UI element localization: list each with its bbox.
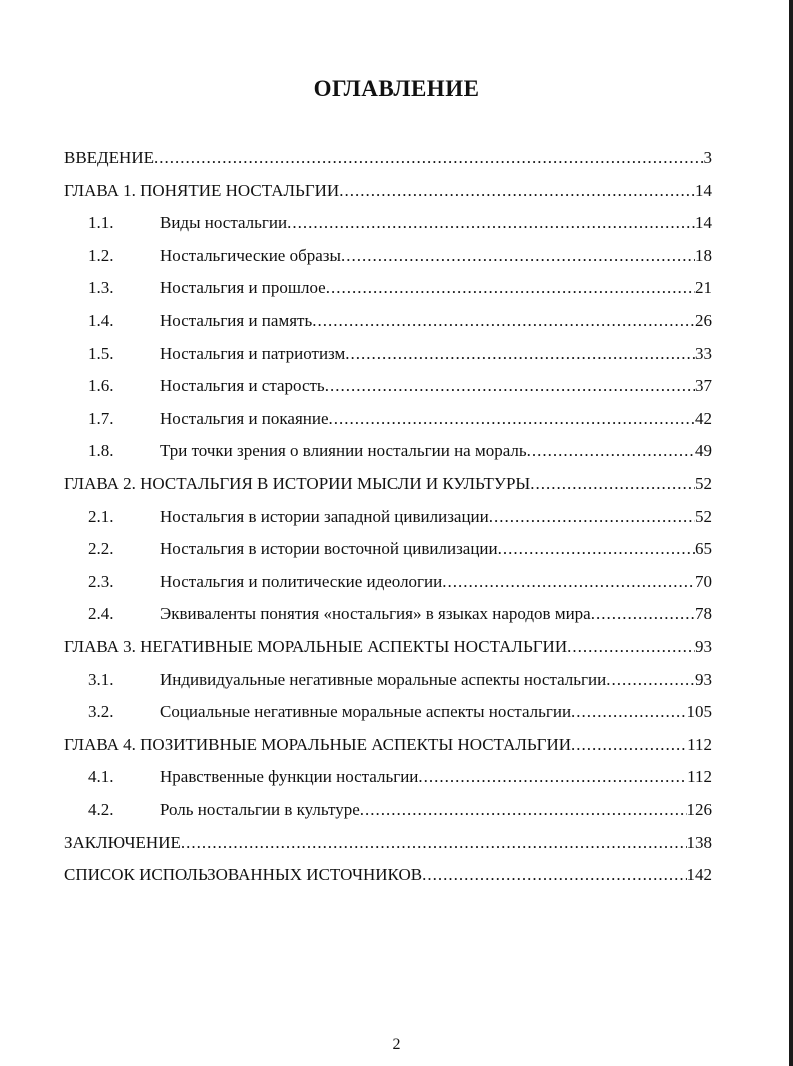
toc-page-number: 105 <box>686 702 712 722</box>
toc-section-number: 1.2. <box>88 245 114 265</box>
toc-leader-dots <box>418 765 687 789</box>
toc-entry-title: Ностальгия и память <box>160 311 313 330</box>
toc-section-entry[interactable] <box>88 244 712 268</box>
toc-section-entry[interactable] <box>88 439 712 463</box>
toc-chapter-entry[interactable] <box>64 635 712 659</box>
toc-section-number: 1.7. <box>88 408 114 428</box>
toc-page-number: 112 <box>687 734 712 754</box>
toc-section-entry[interactable] <box>88 537 712 561</box>
toc-entry-title: Нравственные функции ностальгии <box>160 767 419 787</box>
toc-leader-dots <box>571 700 686 724</box>
toc-page-number: 3 <box>703 148 712 167</box>
page-edge <box>789 0 793 1066</box>
toc-entry-title: Ностальгия в истории западной цивилизации <box>160 506 489 526</box>
toc-chapter-entry[interactable] <box>64 831 712 855</box>
toc-section-number: 1.4. <box>88 311 114 330</box>
toc-leader-dots <box>489 505 695 529</box>
toc-entry-title: ГЛАВА 1. ПОНЯТИЕ НОСТАЛЬГИИ <box>64 180 340 200</box>
toc-section-entry[interactable] <box>88 342 712 366</box>
toc-section-number: 2.4. <box>88 604 114 624</box>
toc-page-number: 49 <box>695 441 712 461</box>
toc-section-number: 2.2. <box>88 539 114 559</box>
toc-entry-title: ГЛАВА 4. ПОЗИТИВНЫЕ МОРАЛЬНЫЕ АСПЕКТЫ НОСТАЛЬГИИ <box>64 734 572 754</box>
toc-section-number: 4.1. <box>88 767 114 787</box>
toc-entry-title: ВВЕДЕНИЕ <box>64 148 154 167</box>
toc-page-number: 138 <box>686 832 712 852</box>
toc-leader-dots <box>530 472 695 496</box>
page-number: 2 <box>392 1036 401 1053</box>
toc-entry-title: Ностальгия и покаяние <box>160 408 329 428</box>
toc-entry-title: Ностальгия в истории восточной цивилизации <box>160 539 498 559</box>
toc-page-number: 14 <box>695 213 712 233</box>
toc-leader-dots <box>339 179 695 203</box>
toc-page-number: 26 <box>695 311 712 330</box>
toc-leader-dots <box>527 439 695 463</box>
toc-entry-title: ГЛАВА 2. НОСТАЛЬГИЯ В ИСТОРИИ МЫСЛИ И КУЛЬТУРЫ <box>64 474 531 493</box>
toc-section-entry[interactable] <box>88 505 712 529</box>
toc-page-number: 142 <box>686 865 712 885</box>
toc-section-number: 3.2. <box>88 702 114 722</box>
toc-entry-title: Ностальгические образы <box>160 245 341 265</box>
toc-section-number: 1.6. <box>88 376 114 396</box>
toc-section-number: 1.5. <box>88 343 114 363</box>
toc-leader-dots <box>606 668 695 692</box>
toc-section-entry[interactable] <box>88 602 712 626</box>
toc-section-entry[interactable] <box>88 276 712 300</box>
toc-entry-title: Ностальгия и старость <box>160 376 325 396</box>
toc-entry-title: Роль ностальгии в культуре <box>160 800 360 819</box>
toc-page-number: 65 <box>695 539 712 559</box>
toc-chapter-entry[interactable] <box>64 472 712 496</box>
toc-chapter-entry[interactable] <box>64 179 712 203</box>
toc-section-number: 4.2. <box>88 800 114 819</box>
toc-section-entry[interactable] <box>88 309 712 333</box>
toc-chapter-entry[interactable] <box>64 146 712 170</box>
toc-leader-dots <box>326 276 695 300</box>
toc-page-number: 93 <box>695 669 712 689</box>
toc-leader-dots <box>181 831 687 855</box>
toc-leader-dots <box>567 635 695 659</box>
toc-leader-dots <box>341 244 695 268</box>
toc-chapter-entry[interactable] <box>64 733 712 757</box>
toc-entry-title: ГЛАВА 3. НЕГАТИВНЫЕ МОРАЛЬНЫЕ АСПЕКТЫ НОСТАЛЬГИИ <box>64 637 568 656</box>
toc-chapter-entry[interactable] <box>64 863 712 887</box>
toc-section-entry[interactable] <box>88 407 712 431</box>
toc-entry-title: Ностальгия и политические идеологии <box>160 571 443 591</box>
toc-page-number: 42 <box>695 408 712 428</box>
toc-leader-dots <box>287 211 695 235</box>
toc-entry-title: Ностальгия и прошлое <box>160 278 326 298</box>
toc-section-entry[interactable] <box>88 798 712 822</box>
toc-section-entry[interactable] <box>88 570 712 594</box>
toc-leader-dots <box>325 374 695 398</box>
toc-leader-dots <box>329 407 695 431</box>
toc-entry-title: Эквиваленты понятия «ностальгия» в языках народов мира <box>160 604 591 624</box>
toc-section-entry[interactable] <box>88 700 712 724</box>
toc-leader-dots <box>154 146 704 170</box>
toc-page-number: 126 <box>686 800 712 819</box>
toc-leader-dots <box>345 342 695 366</box>
toc-page-number: 37 <box>695 376 712 396</box>
toc-leader-dots <box>442 570 695 594</box>
toc-entry-title: СПИСОК ИСПОЛЬЗОВАННЫХ ИСТОЧНИКОВ <box>64 865 423 885</box>
toc-page-number: 112 <box>687 767 712 787</box>
toc-entry-title: Ностальгия и патриотизм <box>160 343 346 363</box>
toc-section-entry[interactable] <box>88 374 712 398</box>
toc-entry-title: Индивидуальные негативные моральные аспекты ностальгии <box>160 669 607 689</box>
toc-leader-dots <box>591 602 695 626</box>
toc-page-number: 78 <box>695 604 712 624</box>
toc-section-number: 2.3. <box>88 571 114 591</box>
toc-page-number: 93 <box>695 637 712 656</box>
toc-section-entry[interactable] <box>88 765 712 789</box>
toc-leader-dots <box>571 733 687 757</box>
toc-entry-title: Три точки зрения о влиянии ностальгии на мораль <box>160 441 527 461</box>
toc-section-entry[interactable] <box>88 668 712 692</box>
page-title: ОГЛАВЛЕНИЕ <box>313 76 480 101</box>
toc-page-number: 14 <box>695 180 712 200</box>
toc-page-number: 70 <box>695 571 712 591</box>
toc-page-number: 33 <box>695 343 712 363</box>
toc-leader-dots <box>312 309 695 333</box>
toc-page-number: 52 <box>695 506 712 526</box>
toc-entry-title: ЗАКЛЮЧЕНИЕ <box>64 832 181 852</box>
toc-page-number: 21 <box>695 278 712 298</box>
toc-section-number: 1.1. <box>88 213 114 233</box>
toc-leader-dots <box>498 537 695 561</box>
toc-section-number: 1.3. <box>88 278 114 298</box>
toc-page-number: 18 <box>695 245 712 265</box>
toc-entry-title: Социальные негативные моральные аспекты ностальгии <box>160 702 572 722</box>
toc-leader-dots <box>422 863 686 887</box>
toc-section-number: 2.1. <box>88 506 114 526</box>
toc-section-number: 1.8. <box>88 441 114 461</box>
toc-page-number: 52 <box>695 474 712 493</box>
toc-entry-title: Виды ностальгии <box>160 213 288 233</box>
toc-section-entry[interactable] <box>88 211 712 235</box>
toc-leader-dots <box>360 798 687 822</box>
toc-section-number: 3.1. <box>88 669 114 689</box>
